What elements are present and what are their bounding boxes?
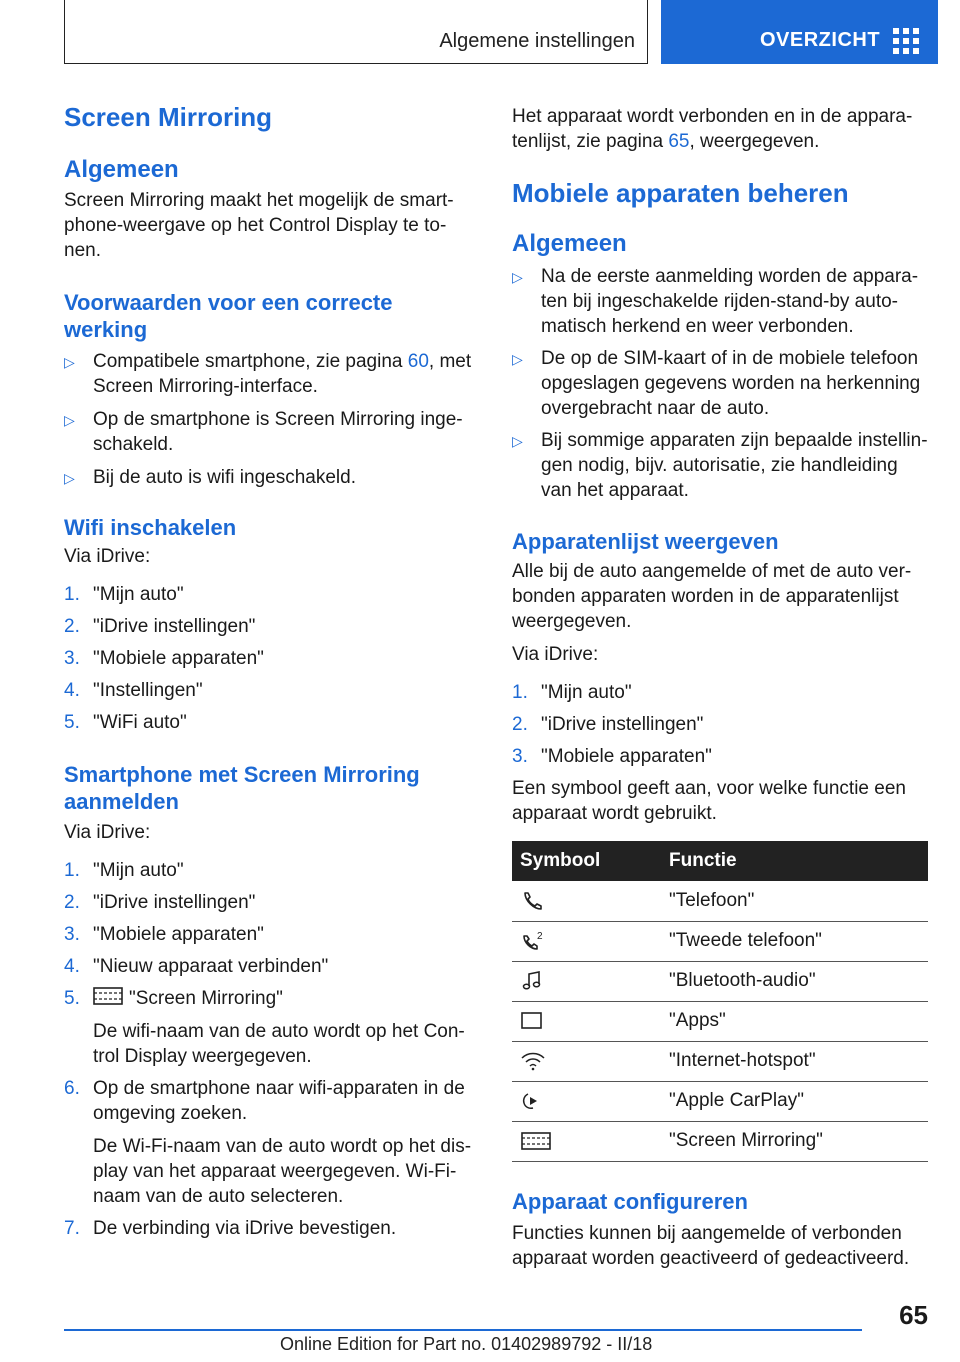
- config-heading: Apparaat configureren: [512, 1188, 748, 1214]
- step-text: De verbinding via iDrive bevestigen.: [93, 1218, 397, 1239]
- header-section-box: [64, 0, 648, 64]
- triangle-bullet-icon: ▷: [512, 269, 523, 285]
- config-text: Functies kunnen bij aangemelde of verbonden apparaat worden geactiveerd of gedeactiveerd.: [512, 1222, 910, 1269]
- step-number: 7.: [64, 1218, 80, 1239]
- wifi-heading: Wifi inschakelen: [64, 515, 237, 540]
- table-row: [512, 921, 928, 961]
- list-item: [64, 858, 476, 883]
- footer-divider: [64, 1329, 862, 1331]
- voorwaarden-heading: Voorwaarden voor een correcte werking: [64, 290, 393, 342]
- symbool-text: Een symbool geeft aan, voor welke functie een apparaat wordt gebruikt.: [512, 778, 906, 824]
- step-number: 4.: [64, 956, 80, 977]
- triangle-bullet-icon: ▷: [64, 470, 75, 486]
- wifi-steps: [64, 582, 476, 735]
- step-number: 1.: [64, 860, 80, 881]
- left-column: [64, 100, 476, 1241]
- step-number: 3.: [512, 746, 528, 767]
- bullet-text: Compatibele smartphone, zie pagina: [93, 351, 408, 372]
- triangle-bullet-icon: ▷: [64, 354, 75, 370]
- wifi-intro: Via iDrive:: [64, 546, 151, 567]
- table-row: [512, 881, 928, 921]
- step-number: 5.: [64, 988, 80, 1009]
- function-label: "Apple CarPlay": [661, 1081, 928, 1121]
- step-text: "iDrive instellingen": [541, 714, 704, 735]
- list-item: [512, 744, 928, 769]
- right-column: [512, 100, 928, 1271]
- bullet-text: Na de eerste aanmelding worden de appara-ten bij ingeschakelde rijden-stand-by auto-matisch herkend en weer verbonden.: [541, 266, 919, 337]
- lijst-text: Alle bij de auto aangemelde of met de auto ver-bonden apparaten worden in de apparatenlijst weergegeven.: [512, 561, 912, 632]
- step-text: "Nieuw apparaat verbinden": [93, 956, 329, 977]
- step-text: Op de smartphone naar wifi-apparaten in de omgeving zoeken.: [93, 1078, 465, 1124]
- list-item: [64, 986, 476, 1069]
- step-number: 1.: [64, 584, 80, 605]
- intro-text-part: Het apparaat wordt verbonden en in de appara-tenlijst, zie pagina: [512, 106, 913, 152]
- list-item: [64, 1076, 476, 1209]
- bullet-text: , met Screen Mirroring-interface.: [93, 351, 472, 397]
- table-row: [512, 1121, 928, 1161]
- smartphone-heading: Smartphone met Screen Mirroring aanmelden: [64, 762, 420, 814]
- music-note-icon: [520, 970, 544, 992]
- algemeen-heading-right: Algemeen: [512, 230, 627, 257]
- triangle-bullet-icon: ▷: [512, 351, 523, 367]
- algemeen-list: [512, 264, 928, 503]
- list-item: [512, 712, 928, 737]
- step-subtext: De wifi-naam van de auto wordt op het Con-trol Display weergegeven.: [93, 1021, 465, 1067]
- list-item: [512, 680, 928, 705]
- step-number: 3.: [64, 924, 80, 945]
- phone-icon: [520, 890, 544, 912]
- screen-mirroring-icon: [93, 986, 123, 1006]
- symbol-table: [512, 841, 928, 1162]
- triangle-bullet-icon: ▷: [512, 433, 523, 449]
- step-number: 2.: [64, 892, 80, 913]
- algemeen-heading: Algemeen: [64, 156, 179, 183]
- step-text: "Mobiele apparaten": [541, 746, 712, 767]
- list-item: [64, 407, 476, 457]
- lijst-intro: Via iDrive:: [512, 644, 599, 665]
- function-label: "Apps": [661, 1001, 928, 1041]
- intro-text-part: , weergegeven.: [689, 131, 820, 152]
- function-label: "Tweede telefoon": [661, 921, 928, 961]
- list-item: [512, 264, 928, 339]
- function-label: "Telefoon": [661, 881, 928, 921]
- overview-button[interactable]: [661, 0, 938, 64]
- bullet-text: Op de smartphone is Screen Mirroring inge-schakeld.: [93, 409, 463, 455]
- step-text: "Instellingen": [93, 680, 203, 701]
- edition-text: Online Edition for Part no. 01402989792 - II/18: [280, 1334, 653, 1354]
- smartphone-intro: Via iDrive:: [64, 822, 151, 843]
- smartphone-steps: [64, 858, 476, 1241]
- step-text: "Screen Mirroring": [129, 988, 283, 1009]
- overview-label: OVERZICHT: [760, 29, 881, 51]
- step-text: "Mijn auto": [93, 860, 184, 881]
- step-number: 2.: [64, 616, 80, 637]
- grid-icon: [893, 28, 919, 54]
- step-number: 1.: [512, 682, 528, 703]
- list-item: [64, 922, 476, 947]
- step-text: "WiFi auto": [93, 712, 187, 733]
- bullet-text: Bij de auto is wifi ingeschakeld.: [93, 467, 356, 488]
- page-link[interactable]: 65: [668, 131, 690, 152]
- triangle-bullet-icon: ▷: [64, 412, 75, 428]
- algemeen-text: Screen Mirroring maakt het mogelijk de smart-phone-weergave op het Control Display te to-nen.: [64, 190, 454, 261]
- step-subtext: De Wi-Fi-naam van de auto wordt op het dis-play van het apparaat weergegeven. Wi-Fi-naam van de auto selecteren.: [93, 1136, 472, 1207]
- apps-icon: [520, 1010, 544, 1032]
- intro-text: [512, 104, 928, 154]
- carplay-icon: [520, 1090, 544, 1112]
- list-item: [64, 710, 476, 735]
- list-item: [64, 954, 476, 979]
- list-item: [512, 346, 928, 421]
- step-text: "Mobiele apparaten": [93, 924, 264, 945]
- bullet-text: De op de SIM-kaart of in de mobiele telefoon opgeslagen gegevens worden na herkenning overgebracht naar de auto.: [541, 348, 921, 419]
- page-link[interactable]: 60: [407, 351, 429, 372]
- column-header: Symbool: [512, 841, 661, 881]
- step-number: 4.: [64, 680, 80, 701]
- step-text: "iDrive instellingen": [93, 616, 256, 637]
- function-label: "Screen Mirroring": [661, 1121, 928, 1161]
- page-number: 65: [899, 1300, 928, 1330]
- list-item: [64, 349, 476, 399]
- lijst-steps: [512, 680, 928, 769]
- list-item: [64, 890, 476, 915]
- table-row: [512, 961, 928, 1001]
- bullet-text: Bij sommige apparaten zijn bepaalde instellin-gen nodig, bijv. autorisatie, zie handleiding van het apparaat.: [541, 430, 928, 501]
- list-item: [64, 582, 476, 607]
- list-item: [64, 678, 476, 703]
- page-title: Screen Mirroring: [64, 102, 273, 132]
- beheren-title: Mobiele apparaten beheren: [512, 178, 849, 208]
- list-item: [64, 614, 476, 639]
- second-phone-icon: [520, 930, 546, 952]
- step-number: 5.: [64, 712, 80, 733]
- table-row: [512, 1041, 928, 1081]
- step-text: "Mobiele apparaten": [93, 648, 264, 669]
- function-label: "Internet-hotspot": [661, 1041, 928, 1081]
- list-item: [64, 465, 476, 490]
- table-row: [512, 1081, 928, 1121]
- step-number: 2.: [512, 714, 528, 735]
- table-row: [512, 1001, 928, 1041]
- step-text: "Mijn auto": [93, 584, 184, 605]
- list-item: [512, 428, 928, 503]
- step-text: "iDrive instellingen": [93, 892, 256, 913]
- list-item: [64, 646, 476, 671]
- step-number: 3.: [64, 648, 80, 669]
- step-number: 6.: [64, 1078, 80, 1099]
- screen-mirroring-icon: [520, 1130, 552, 1152]
- step-text: "Mijn auto": [541, 682, 632, 703]
- function-label: "Bluetooth-audio": [661, 961, 928, 1001]
- voorwaarden-list: [64, 349, 476, 490]
- lijst-heading: Apparatenlijst weergeven: [512, 529, 779, 554]
- column-header: Functie: [661, 841, 928, 881]
- svg-text:2: 2: [537, 931, 543, 942]
- table-header-row: [512, 841, 928, 881]
- section-title: Algemene instellingen: [439, 30, 635, 52]
- list-item: [64, 1216, 476, 1241]
- wifi-icon: [520, 1050, 546, 1072]
